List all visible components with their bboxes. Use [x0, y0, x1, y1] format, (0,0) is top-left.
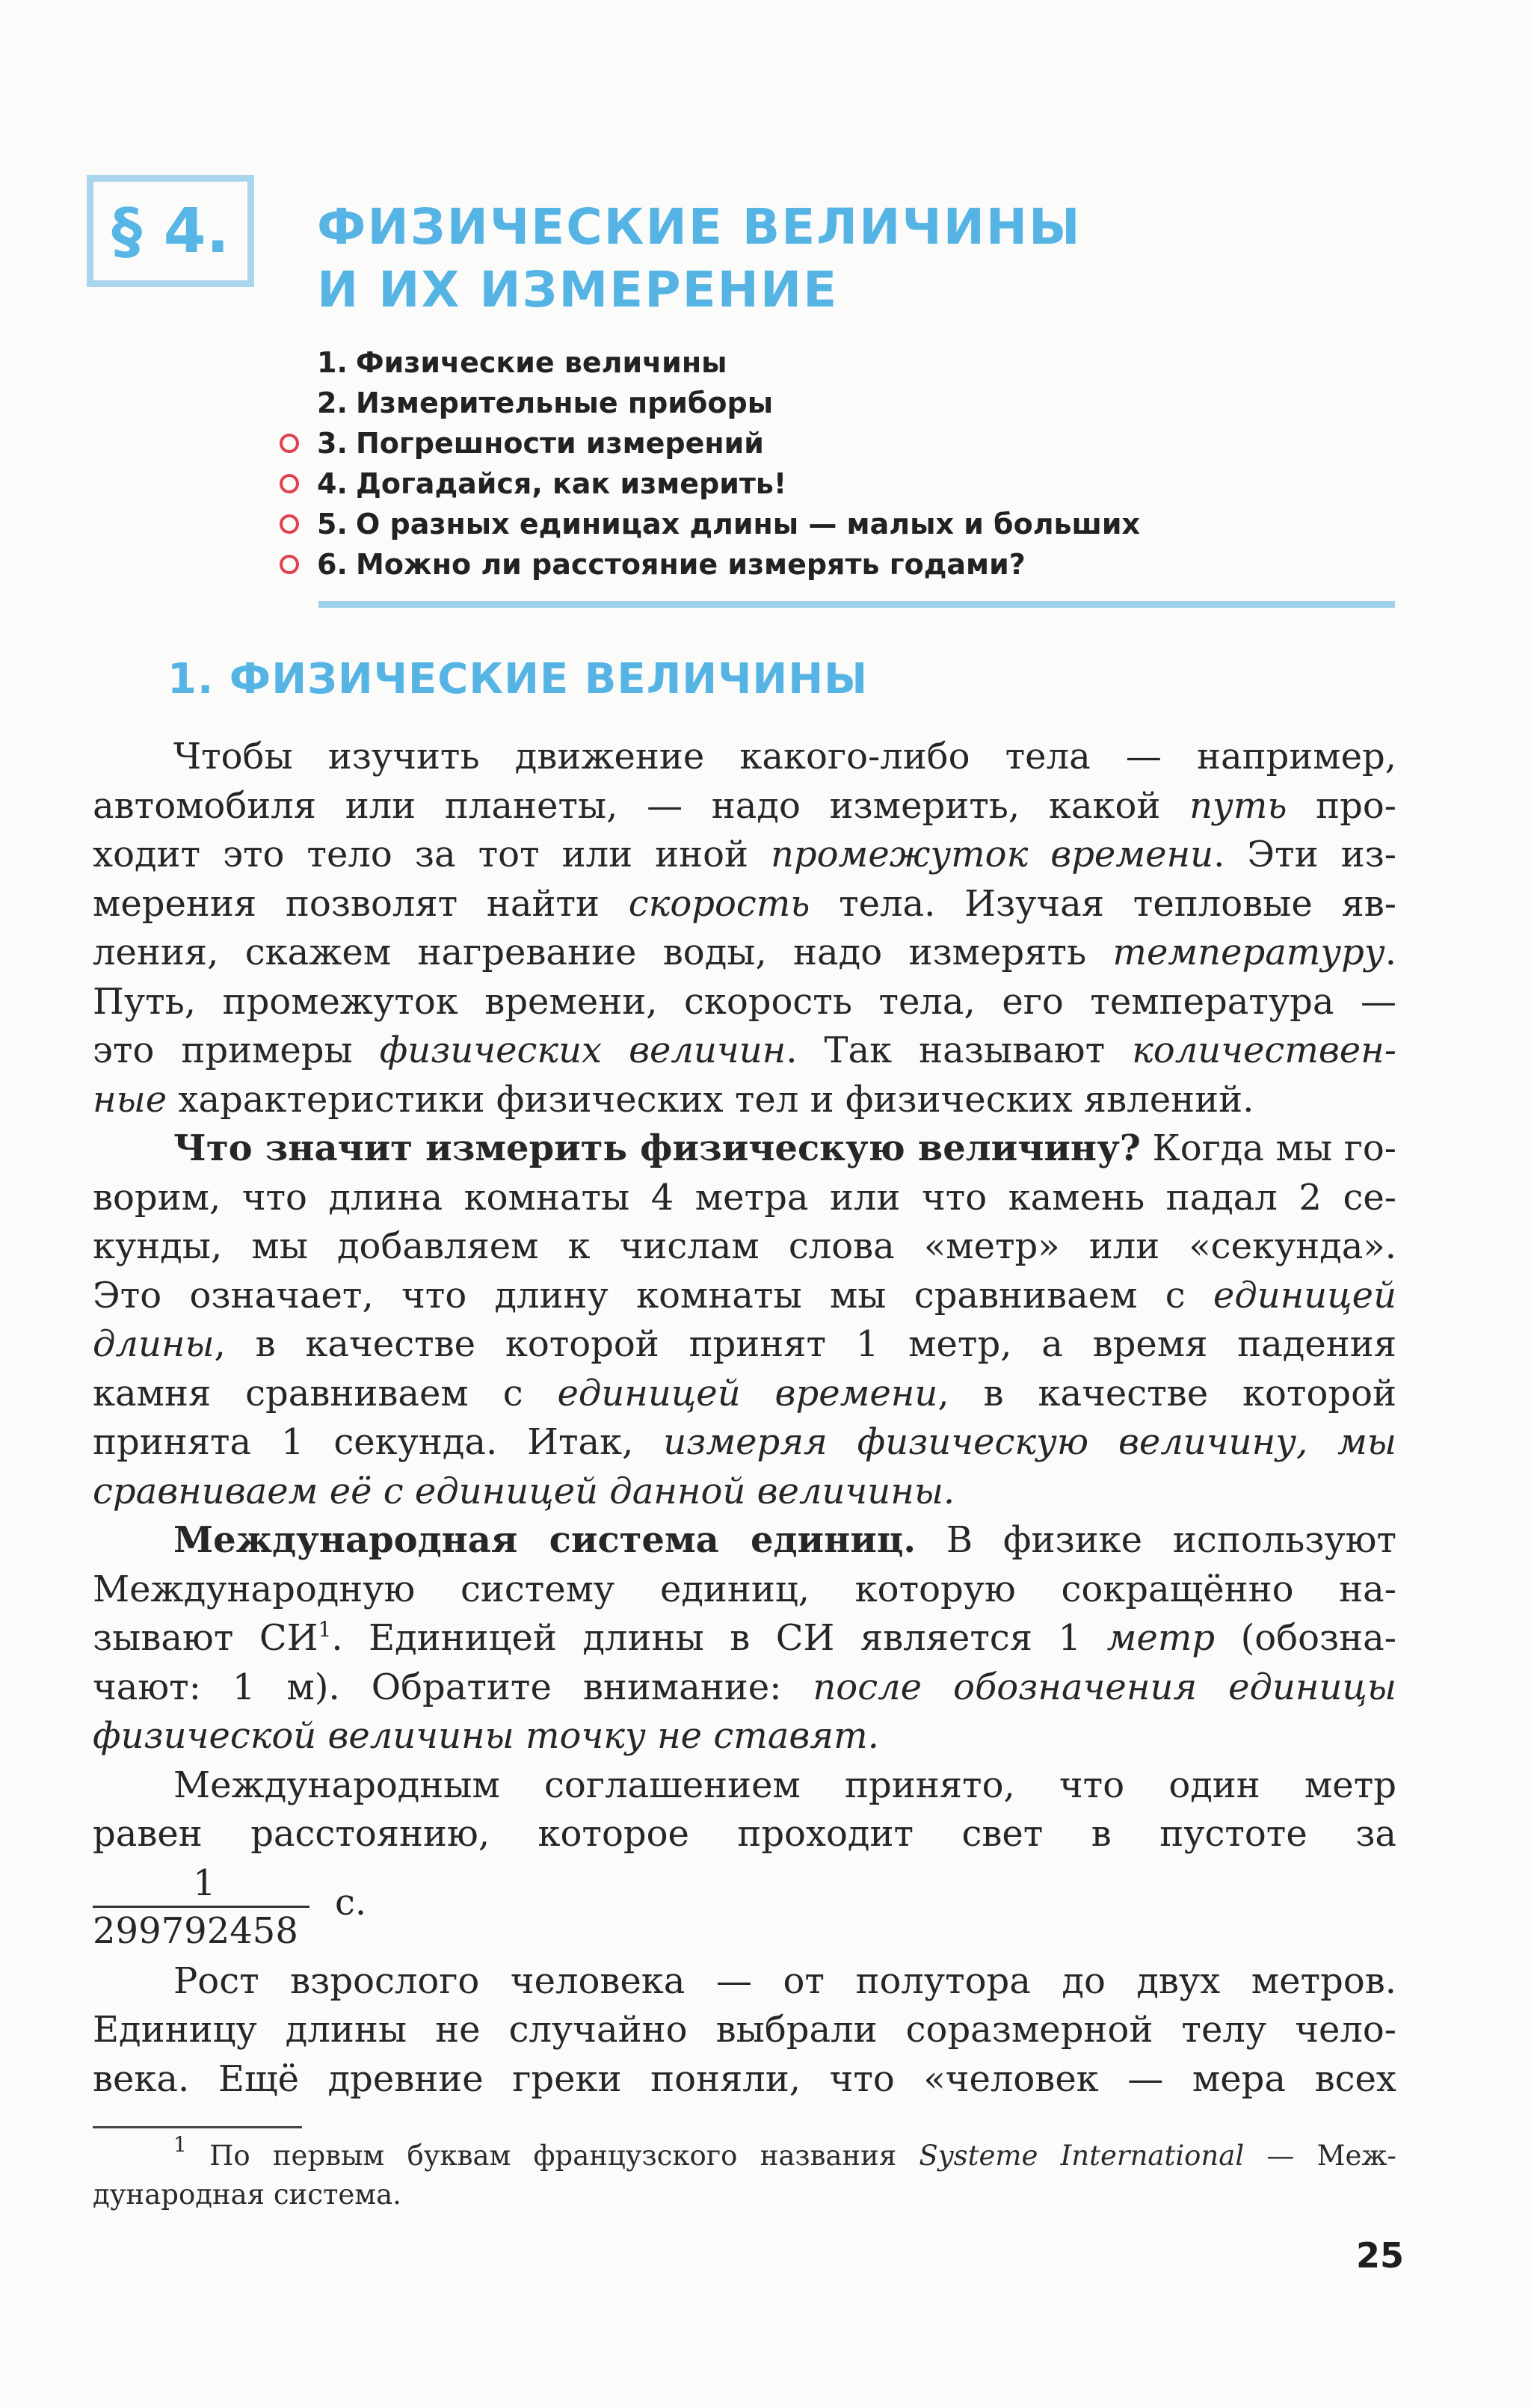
text-line: длины, в качестве которой принят 1 метр, а время падения [93, 1323, 1396, 1365]
toc-item: 4. Догадайся, как измерить! [280, 464, 1140, 504]
toc-item-label: Физические величины [356, 346, 727, 379]
text-line: мерения позволят найти скорость тела. Изучая тепловые яв- [93, 882, 1396, 925]
text-line: кунды, мы добавляем к числам слова «метр» или «секунда». [93, 1225, 1396, 1267]
text-line: ворим, что длина комнаты 4 метра или что камень падал 2 се- [93, 1176, 1396, 1219]
text-line: чают: 1 м). Обратите внимание: после обозначения единицы [93, 1666, 1397, 1708]
footnote-mark: 1 [173, 2132, 187, 2157]
section-title-line-1: ФИЗИЧЕСКИЕ ВЕЛИЧИНЫ [317, 198, 1082, 256]
toc-item-label: Погрешности измерений [356, 427, 764, 460]
toc-item: 2. Измерительные приборы [280, 383, 1140, 423]
text-line: Что значит измерить физическую величину? Когда мы го- [173, 1127, 1396, 1169]
toc-item-label: О разных единицах длины — малых и больших [356, 508, 1141, 541]
fraction-unit: с. [335, 1881, 367, 1924]
text-line: это примеры физических величин. Так называют количествен- [93, 1029, 1397, 1071]
subsection-heading: 1. ФИЗИЧЕСКИЕ ВЕЛИЧИНЫ [167, 655, 869, 703]
footnote-reference: 1 [318, 1617, 332, 1642]
toc-item-label: Догадайся, как измерить! [356, 467, 787, 500]
text-line: Чтобы изучить движение какого-либо тела — например, [173, 736, 1396, 777]
section-number-box [87, 175, 254, 287]
text-line: Международным соглашением принято, что один метр [173, 1764, 1396, 1806]
text-line: Международную систему единиц, которую сокращённо на- [93, 1568, 1396, 1610]
section-title [317, 196, 1082, 321]
fraction-denominator: 299792458 [93, 1909, 298, 1952]
section-title-line-2: И ИХ ИЗМЕРЕНИЕ [317, 261, 839, 318]
toc-item-label: Можно ли расстояние измерять годами? [356, 548, 1026, 581]
text-line: зывают $СИ^1$. Единицей длины в СИ является 1 метр (обозна- [93, 1617, 1397, 1659]
text-line: принята 1 секунда. Итак, измеряя физическую величину, мы [93, 1421, 1397, 1463]
toc-item: 5. О разных единицах длины — малых и больших [280, 504, 1140, 544]
circle-marker-icon [280, 514, 299, 534]
footnote-line: дународная система. [93, 2178, 401, 2211]
text-line: Международная система единиц. В физике используют [173, 1519, 1397, 1561]
text-line: физической величины точку не ставят. [93, 1715, 879, 1757]
text-line: сравниваем её с единицей данной величины. [93, 1470, 955, 1512]
section-contents [280, 342, 1140, 585]
text-line: Путь, промежуток времени, скорость тела, его температура — [93, 980, 1396, 1023]
text-line: ления, скажем нагревание воды, надо измерять температуру. [93, 932, 1396, 973]
text-line: автомобиля или планеты, — надо измерить, какой путь про- [93, 784, 1397, 827]
toc-item: 1. Физические величины [280, 342, 1140, 383]
footnote-line: $^1$ По первым буквам французского названия Systeme International — Меж- [173, 2132, 1396, 2172]
circle-marker-icon [280, 434, 299, 453]
text-line: равен расстоянию, которое проходит свет в пустоте за [93, 1813, 1396, 1855]
text-line: века. Ещё древние греки поняли, что «человек — мера всех [93, 2057, 1396, 2100]
section-number: § 4. [111, 195, 230, 267]
text-line: Единицу длины не случайно выбрали соразмерной телу чело- [93, 2009, 1396, 2051]
fraction-formula [93, 1859, 1396, 1957]
fraction-numerator: 1 [193, 1862, 216, 1904]
toc-item: 6. Можно ли расстояние измерять годами? [280, 544, 1140, 585]
footnote [93, 2132, 1396, 2214]
circle-marker-icon [280, 555, 299, 574]
text-line: ные характеристики физических тел и физических явлений. [93, 1078, 1254, 1121]
circle-marker-icon [280, 474, 299, 493]
page-number: 25 [1355, 2235, 1404, 2276]
body-text [93, 733, 1396, 2104]
text-line: камня сравниваем с единицей времени, в качестве которой [93, 1372, 1397, 1414]
toc-item: 3. Погрешности измерений [280, 423, 1140, 464]
toc-item-label: Измерительные приборы [356, 387, 774, 419]
text-line: Это означает, что длину комнаты мы сравниваем с единицей [93, 1274, 1396, 1317]
divider [318, 601, 1395, 608]
footnote-divider [93, 2126, 302, 2128]
text-line: ходит это тело за тот или иной промежуток времени. Эти из- [93, 834, 1397, 875]
text-line: Рост взрослого человека — от полутора до двух метров. [173, 1959, 1396, 2002]
